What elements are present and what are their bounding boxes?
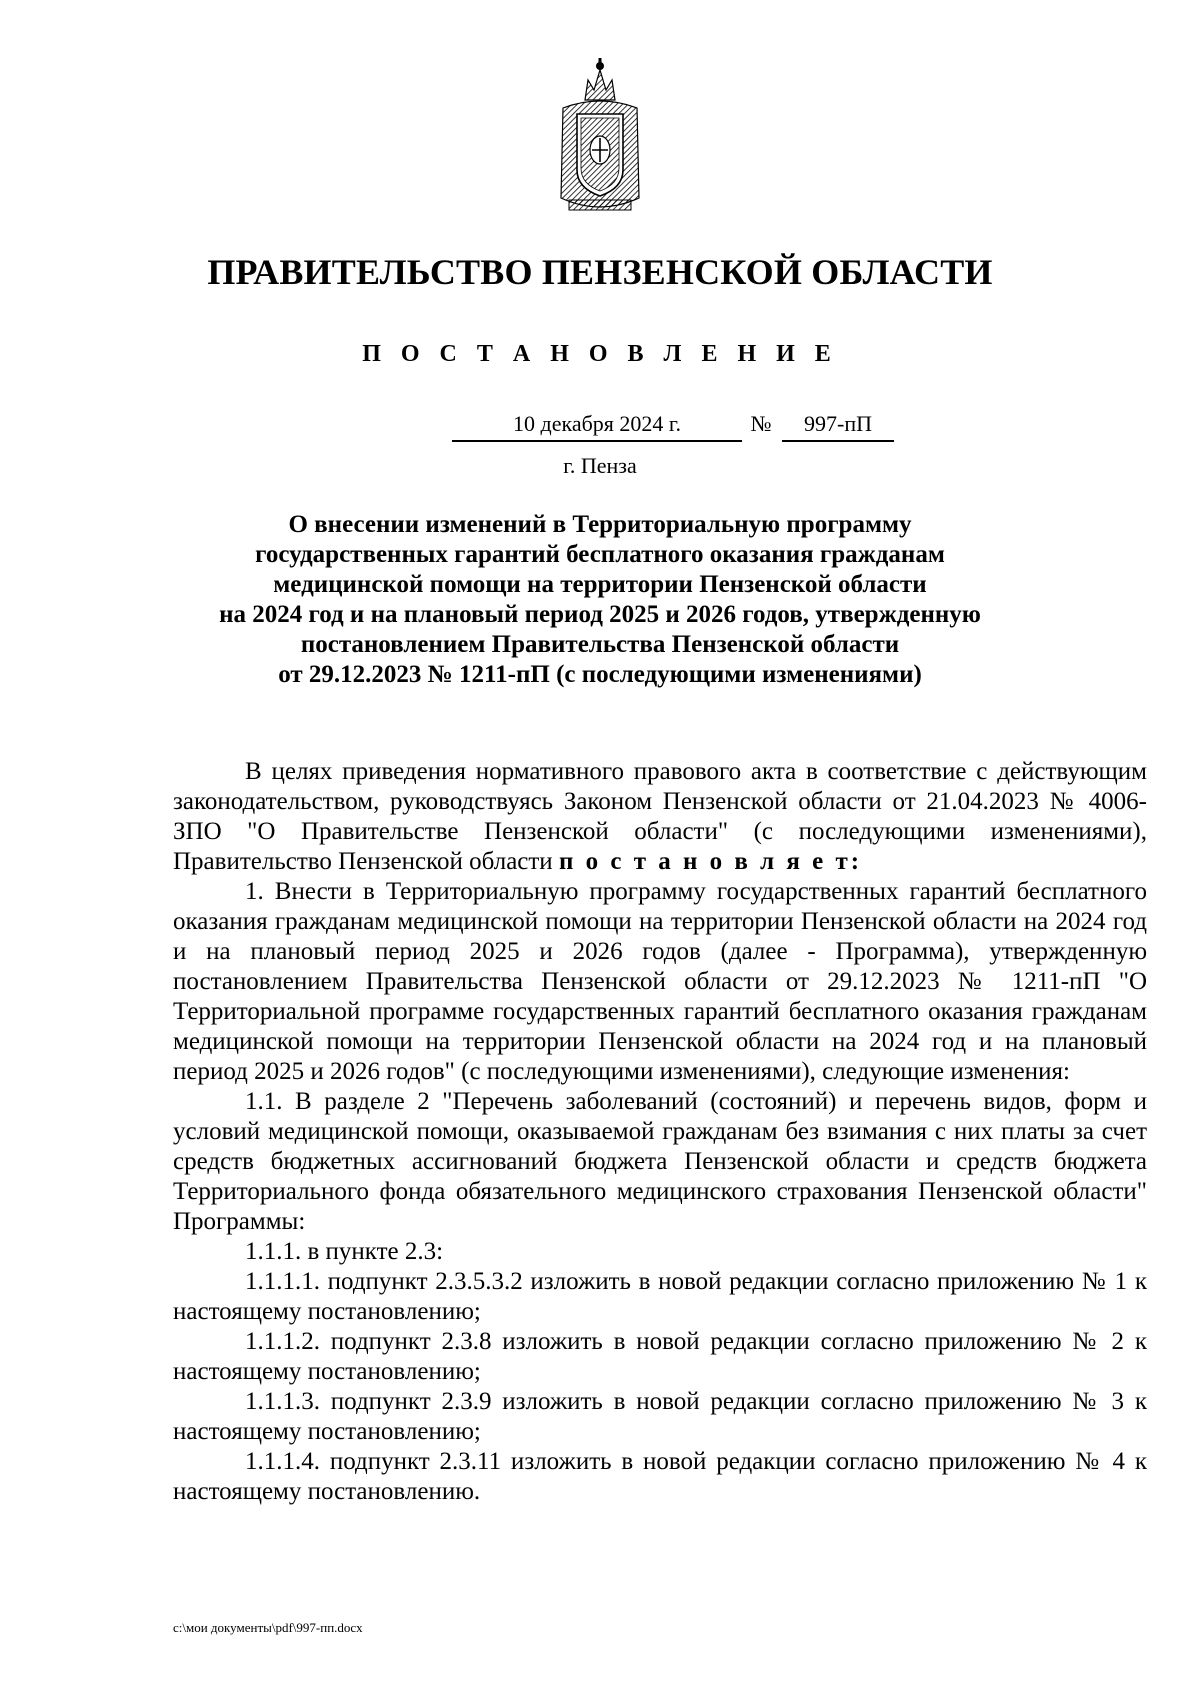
body-paragraph: 1.1.1.4. подпункт 2.3.11 изложить в новой редакции согласно приложению № 4 к настоящему постановлению. bbox=[173, 1448, 1147, 1505]
decree-date: 10 декабря 2024 г. bbox=[452, 410, 742, 442]
subject-line: постановлением Правительства Пензенской области bbox=[300, 631, 900, 658]
subject-line: медицинской помощи на территории Пензенской области bbox=[273, 571, 927, 598]
number-sign: № bbox=[750, 411, 772, 436]
body-paragraph: 1.1. В разделе 2 "Перечень заболеваний (состояний) и перечень видов, форм и условий медицинской помощи, оказываемой гражданам без взимания с них платы за счет средств бюджетных ассигнований бюджета Пензенской области и средств бюджета Территориального фонда обязательного медицинского страхования Пензенской области" Программы: bbox=[173, 1088, 1147, 1235]
decree-subject bbox=[150, 510, 1050, 690]
city-name: г. Пенза bbox=[563, 453, 637, 478]
document-type-title: П О С Т А Н О В Л Е Н И Е bbox=[362, 341, 838, 367]
decree-body bbox=[173, 757, 1147, 1507]
body-paragraph: 1.1.1.2. подпункт 2.3.8 изложить в новой редакции согласно приложению № 2 к настоящему постановлению; bbox=[173, 1328, 1147, 1385]
decrees-word: п о с т а н о в л я е т: bbox=[558, 848, 863, 875]
coat-of-arms-icon bbox=[555, 58, 645, 218]
subject-line: от 29.12.2023 № 1211-пП (с последующими изменениями) bbox=[278, 661, 922, 688]
body-paragraph: 1. Внести в Территориальную программу государственных гарантий бесплатного оказания гражданам медицинской помощи на территории Пензенской области на 2024 год и на плановый период 2025 и 2026 годов (далее - Программа), утвержденную постановлением Правительства Пензенской области от 29.12.2023 № 1211-пП "О Территориальной программе государственных гарантий бесплатного оказания гражданам медицинской помощи на территории Пензенской области на 2024 год и на плановый период 2025 и 2026 годов" (с последующими изменениями), следующие изменения: bbox=[173, 878, 1147, 1085]
footer-file-path: c:\мои документы\pdf\997-пп.docx bbox=[173, 1620, 363, 1635]
subject-line: О внесении изменений в Территориальную программу bbox=[288, 511, 912, 538]
preamble-paragraph bbox=[173, 757, 1147, 877]
body-paragraph: 1.1.1. в пункте 2.3: bbox=[245, 1238, 444, 1265]
government-title: ПРАВИТЕЛЬСТВО ПЕНЗЕНСКОЙ ОБЛАСТИ bbox=[207, 252, 993, 292]
body-paragraph: 1.1.1.1. подпункт 2.3.5.3.2 изложить в новой редакции согласно приложению № 1 к настоящему постановлению; bbox=[173, 1268, 1147, 1325]
decree-number: 997-пП bbox=[782, 410, 894, 442]
body-paragraph: 1.1.1.3. подпункт 2.3.9 изложить в новой редакции согласно приложению № 3 к настоящему постановлению; bbox=[173, 1388, 1147, 1445]
preamble-text: В целях приведения нормативного правового акта в соответствие с действующим законодательством, руководствуясь Законом Пензенской области от 21.04.2023 № 4006-ЗПО "О Правительстве Пензенской области" (с последующими изменениями), Правительство Пензенской области bbox=[173, 758, 1147, 875]
subject-line: на 2024 год и на плановый период 2025 и 2026 годов, утвержденную bbox=[219, 601, 981, 628]
subject-line: государственных гарантий бесплатного оказания гражданам bbox=[255, 541, 945, 568]
